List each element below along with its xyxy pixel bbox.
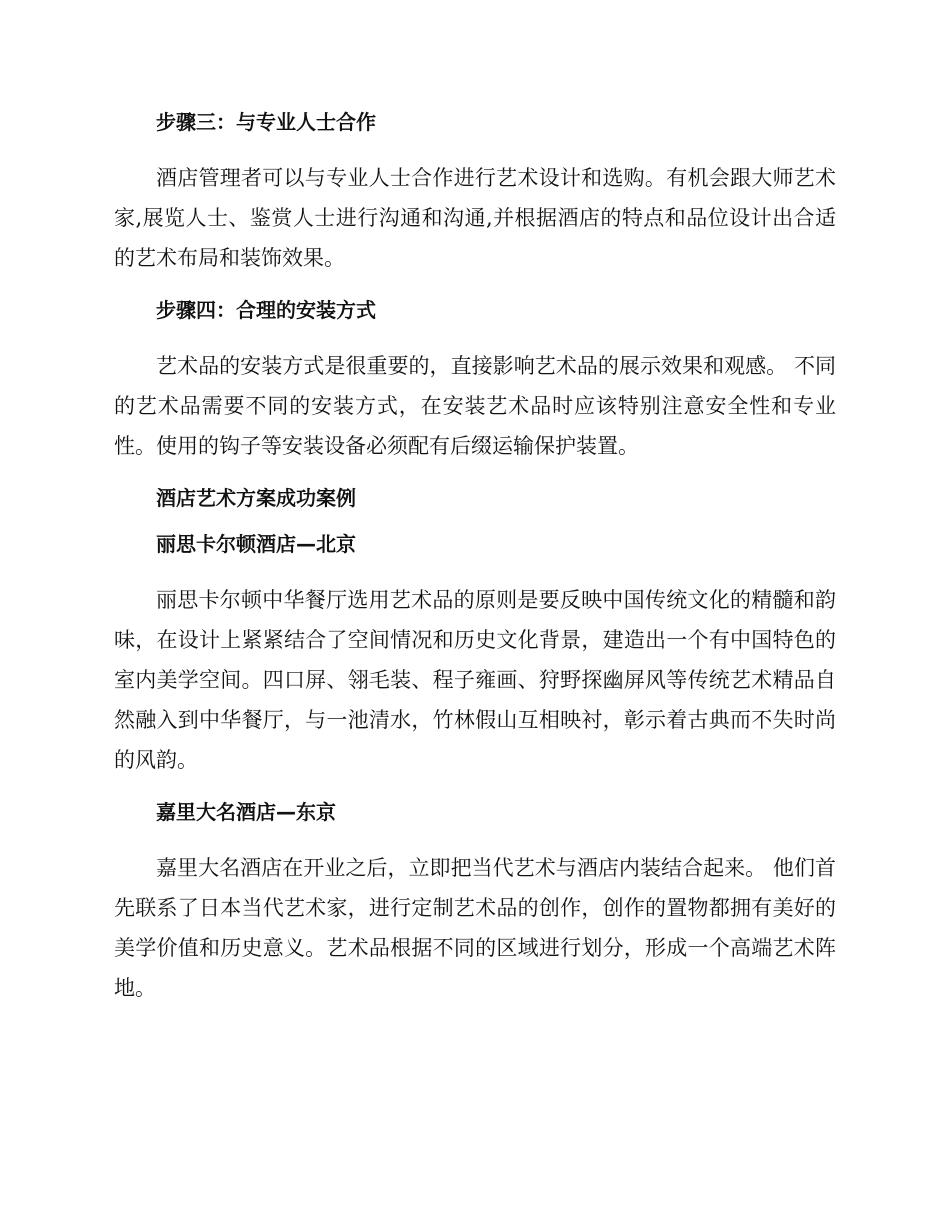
document-page [114,108,836,1008]
section-paragraph-ritz-carlton-beijing: 丽思卡尔顿中华餐厅选用艺术品的原则是要反映中国传统文化的精髓和韵味，在设计上紧紧结合了空间情况和历史文化背景，建造出一个有中国特色的室内美学空间。四口屏、翎毛装、程子雍画、狩野探幽屏风等传统艺术精品自然融入到中华餐厅，与一池清水，竹林假山互相映衬，彰示着古典而不失时尚的风韵。 [114,588,836,772]
section-heading-step-three: 步骤三：与专业人士合作 [156,110,376,134]
section-paragraph-step-three: 酒店管理者可以与专业人士合作进行艺术设计和选购。有机会跟大师艺术家,展览人士、鉴赏人士进行沟通和沟通,并根据酒店的特点和品位设计出合适的艺术布局和装饰效果。 [114,166,836,270]
section-heading-kerry-daimyo-tokyo: 嘉里大名酒店—东京 [156,800,336,824]
section-heading-ritz-carlton-beijing: 丽思卡尔顿酒店—北京 [156,532,356,556]
section-heading-step-four: 步骤四：合理的安装方式 [156,298,376,322]
section-paragraph-step-four: 艺术品的安装方式是很重要的，直接影响艺术品的展示效果和观感。 不同的艺术品需要不同的安装方式，在安装艺术品时应该特别注意安全性和专业性。使用的钩子等安装设备必须配有后缀运输保护装置。 [114,354,836,458]
section-heading-success-cases: 酒店艺术方案成功案例 [156,486,356,510]
section-paragraph-kerry-daimyo-tokyo: 嘉里大名酒店在开业之后，立即把当代艺术与酒店内装结合起来。 他们首先联系了日本当代艺术家，进行定制艺术品的创作，创作的置物都拥有美好的美学价值和历史意义。艺术品根据不同的区域进行划分，形成一个高端艺术阵地。 [114,856,836,1000]
